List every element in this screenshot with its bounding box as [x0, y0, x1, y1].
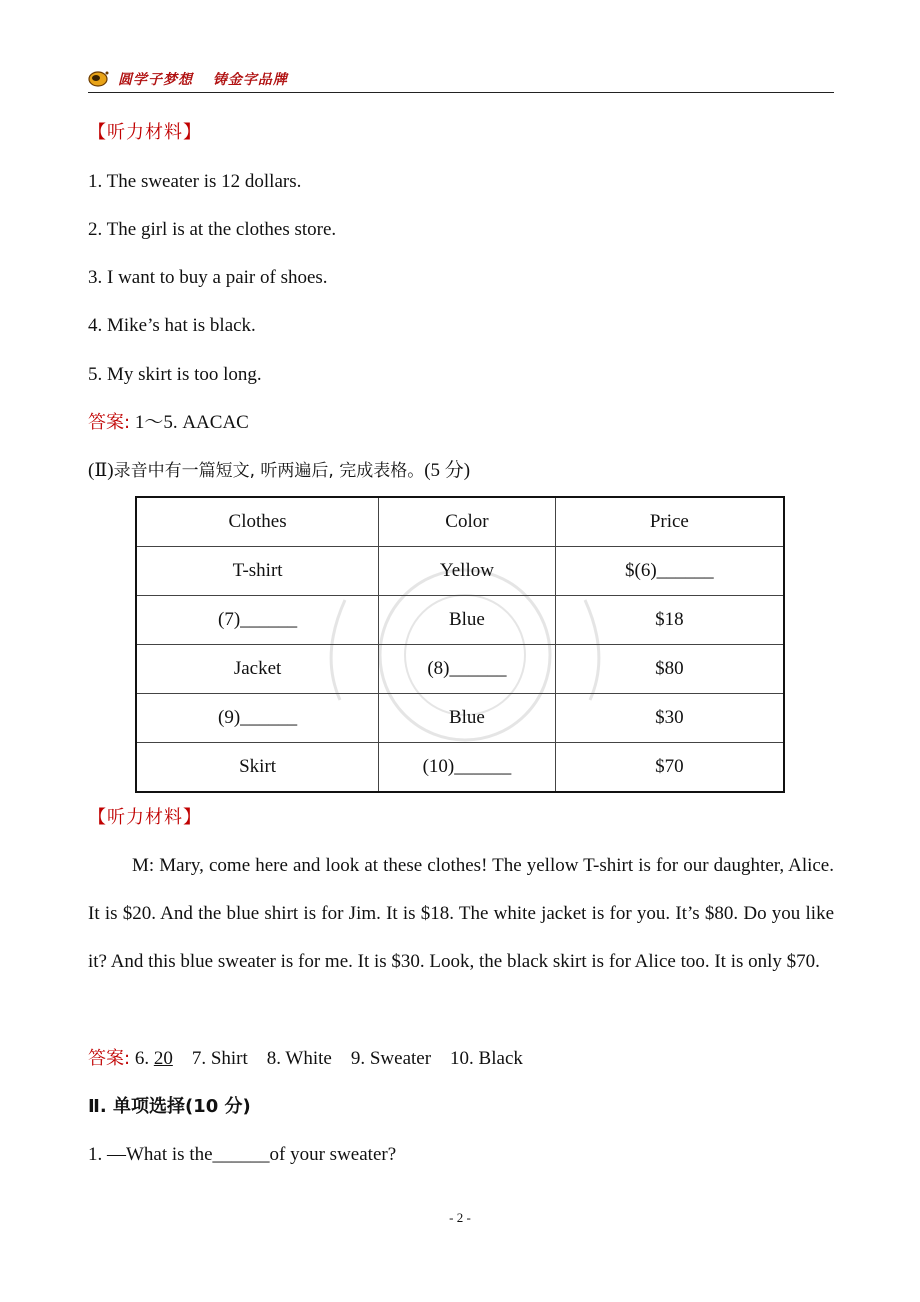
instruction-score: (5 分)	[424, 460, 471, 481]
section1-answer	[88, 411, 249, 435]
listening-line-4: 4. Mike’s hat is black.	[88, 315, 256, 336]
question-1: 1. —What is the______of your sweater?	[88, 1144, 397, 1165]
section2-title: 【听力材料】	[88, 807, 202, 828]
table-header-cell: Clothes	[136, 497, 379, 547]
listening-paragraph	[88, 842, 834, 986]
table-header-cell: Price	[555, 497, 784, 547]
table-cell: (9)______	[136, 694, 379, 743]
answer-label: 答案:	[88, 412, 131, 433]
section1-title: 【听力材料】	[88, 122, 202, 143]
table-cell: T-shirt	[136, 547, 379, 596]
slogan-right: 铸金字品牌	[212, 72, 288, 88]
table-row	[136, 743, 784, 793]
table-header-cell: Color	[379, 497, 556, 547]
answer-num: 6.	[130, 1048, 154, 1069]
page-header	[88, 64, 834, 93]
part3-heading	[88, 1095, 251, 1119]
table-cell: Blue	[379, 694, 556, 743]
part3-heading-text: Ⅱ. 单项选择(10 分)	[88, 1096, 251, 1117]
table-cell: Skirt	[136, 743, 379, 793]
table-header-row	[136, 497, 784, 547]
paragraph-text: M: Mary, come here and look at these clothes! The yellow T-shirt is for our daughter, Alice. It is $20. And the blue shirt is for Jim. It is $18. The white jacket is for you. It’s $80. Do you like it? And this blue sweater is for me. It is $30. Look, the black skirt is for Alice too. It is only $70.	[88, 855, 834, 972]
table-cell: Blue	[379, 596, 556, 645]
answer-label: 答案:	[88, 1048, 131, 1069]
table-cell: $30	[555, 694, 784, 743]
table-row	[136, 694, 784, 743]
table-cell: (10)______	[379, 743, 556, 793]
section2-answer	[88, 1047, 523, 1071]
table-cell: Jacket	[136, 645, 379, 694]
answer-rest: 7. Shirt 8. White 9. Sweater 10. Black	[172, 1048, 523, 1069]
part2-instruction	[88, 459, 470, 483]
slogan-left: 圆学子梦想	[118, 72, 193, 88]
page-number: - 2 -	[449, 1210, 471, 1225]
table-cell: $(6)______	[555, 547, 784, 596]
header-slogan	[118, 69, 288, 89]
table-cell: Yellow	[379, 547, 556, 596]
listening-line-2: 2. The girl is at the clothes store.	[88, 219, 337, 240]
table-cell: (8)______	[379, 645, 556, 694]
table-row	[136, 547, 784, 596]
answer-text: 1～5. AACAC	[130, 412, 249, 433]
clothes-table	[135, 496, 785, 793]
logo-icon	[88, 69, 110, 87]
table-cell: $18	[555, 596, 784, 645]
table-cell: (7)______	[136, 596, 379, 645]
instruction-prefix: (Ⅱ)	[88, 460, 114, 481]
listening-line-5: 5. My skirt is too long.	[88, 364, 262, 385]
answer-underlined: 20	[153, 1048, 173, 1069]
listening-line-1: 1. The sweater is 12 dollars.	[88, 171, 302, 192]
table-cell: $70	[555, 743, 784, 793]
instruction-cn: 录音中有一篇短文, 听两遍后, 完成表格。	[113, 461, 425, 481]
table-cell: $80	[555, 645, 784, 694]
listening-line-3: 3. I want to buy a pair of shoes.	[88, 267, 328, 288]
table-row	[136, 645, 784, 694]
table-row	[136, 596, 784, 645]
